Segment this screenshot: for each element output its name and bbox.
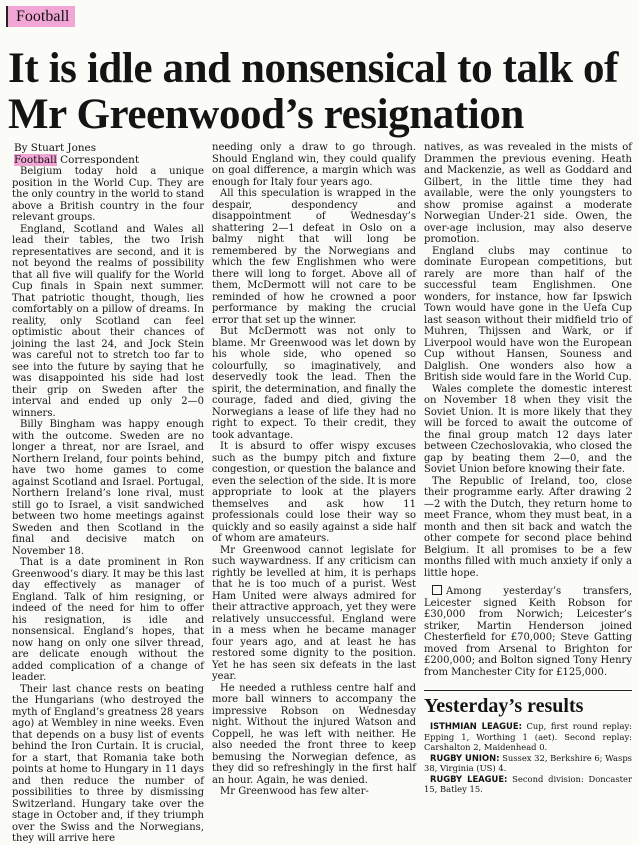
byline-role-rest: Correspondent — [56, 154, 140, 166]
result-item — [424, 774, 632, 795]
paragraph: It is absurd to offer wispy excuses such as the bumpy pitch and fixture congestion, or question the balance and even the selection of the side. It is more appropriate to look at the players themselves and ask how 11 professionals could lose their way so quickly and so easily against a side half of whom are amateurs. — [212, 441, 416, 544]
paragraph: He needed a ruthless centre half and more ball winners to accompany the impressive Robson on Wednesday night. Without the injured Watson and Coppell, he was left with neither. He also needed the front three to keep bemusing the Norwegian defence, as they did so refreshingly in the first half an hour. Again, he was denied. — [212, 682, 416, 786]
column-1 — [12, 166, 204, 845]
section-tag: Football — [6, 6, 75, 27]
paragraph: The Republic of Ireland, too, close their programme early. After drawing 2—2 with the Dutch, they return home to meet France, whom they must beat, in a month and then sit back and watch the other compete for second place behind Belgium. It all promises to be a few months filled with much anxiety if only a little hope. — [424, 475, 632, 579]
paragraph: England, Scotland and Wales all lead their tables, the two Irish representatives are second, and it is not beyond the realms of possibility that all five will qualify for the World Cup finals in Spain next summer. That patriotic thought, though, lies comfortably on a pillow of dreams. In reality, only Scotland can feel optimistic about their chances of joining the last 24, and Jock Stein was careful not to stretch too far to see into the future by saying that he was disappointed his side had lost their grip on Sweden after the interval and ended up only 2—0 winners. — [12, 223, 204, 419]
paragraph: Mr Greenwood has few alter- — [220, 786, 369, 797]
column-3 — [424, 142, 632, 678]
paragraph: England clubs may continue to dominate European competitions, but rarely are more than half of the successful team Englishmen. One wonders, for instance, how far Ipswich Town would have gone in the Uefa Cup last season without their midfield trio of Muhren, Thijssen and Wark, or if Liverpool would have won the European Cup without Hansen, Souness and Dalglish. One wonders also how a British side would fare in the World Cup. — [424, 245, 632, 383]
paragraph: Belgium today hold a unique position in the World Cup. They are the only country in the world to stand above a British country in the four relevant groups. — [12, 166, 204, 223]
result-text: Cup, first round replay: Epping 1, Worthing 1 (aet). Second replay: Carshalton 2, Maidenhead 0. — [424, 721, 633, 752]
byline-role-highlight: Football — [14, 154, 57, 166]
byline — [14, 142, 204, 166]
column-2 — [212, 142, 416, 798]
result-label: RUGBY LEAGUE: — [430, 773, 508, 784]
result-label: ISTHMIAN LEAGUE: — [430, 721, 522, 731]
result-item — [424, 753, 632, 774]
byline-role — [14, 154, 204, 166]
result-item — [424, 721, 632, 753]
result-text: Sussex 32, Berkshire 6; Wasps 38, Virginia (US) 4. — [424, 752, 632, 773]
transfers-paragraph — [424, 585, 632, 678]
paragraph: Wales complete the domestic interest on November 18 when they visit the Soviet Union. It is more likely that they will be forced to await the outcome of the final group match 12 days later between Czechoslovakia, who closed the gap by beating them 2—0, and the Soviet Union before knowing their fate. — [424, 383, 632, 475]
paragraph: natives, as was revealed in the mists of Drammen the previous evening. Heath and Mackenzie, as well as Goddard and Gilbert, in the little time they had available, were the only youngsters to show promise against a moderate Norwegian Under-21 side. Owen, the over-age inclusion, may also deserve promotion. — [424, 142, 632, 245]
paragraph: Mr Greenwood cannot legislate for such waywardness. If any criticism can rightly be levelled at him, it is perhaps that he is too much of a purist. West Ham United were always admired for their attractive approach, yet they were relatively unsuccessful. England were in a mess when he became manager four years ago, and at least he has restored some dignity to the position. Yet he has seen six defeats in the last year. — [212, 544, 416, 682]
paragraph: Billy Bingham was happy enough with the outcome. Sweden are no longer a threat, nor are Israel, and Northern Ireland, four points behind, have two home games to come against Scotland and Israel. Portugal, Northern Ireland’s lone rival, must still go to Israel, a visit sandwiched between two home meetings against Sweden and then Scotland in the final and decisive match on November 18. — [12, 419, 204, 557]
results-box — [424, 690, 632, 795]
paragraph: needing only a draw to go through. Should England win, they could qualify on goal difference, a margin which was enough for Italy four years ago. — [212, 142, 416, 188]
result-text: Second division: Doncaster 15, Batley 15. — [424, 773, 632, 794]
transfers-text: Among yesterday’s transfers, Leicester signed Keith Robson for £30,000 from Norwich; Leicester’s striker, Martin Henderson joined Chesterfield for £70,000; Steve Gatting moved from Arsenal to Brighton for £200,000; and Bolton signed Tony Henry from Manchester City for £125,000. — [424, 586, 632, 678]
headline: It is idle and nonsensical to talk of Mr Greenwood’s resignation — [8, 45, 619, 138]
results-title: Yesterday’s results — [424, 695, 584, 717]
byline-author: By Stuart Jones — [14, 142, 97, 154]
paragraph: All this speculation is wrapped in the despair, despondency and disappointment of Wednesday’s shattering 2—1 defeat in Oslo on a balmy night that will long be remembered by the Norwegians and which the few Englishmen who were there will long to forget. Above all of them, McDermott will not care to be reminded of how he crowned a poor performance by making the crucial error that set up the winner. — [212, 188, 416, 326]
result-label: RUGBY UNION: — [430, 752, 500, 763]
paragraph: But McDermott was not only to blame. Mr Greenwood was let down by his whole side, who opened so colourfully, so imaginatively, and deservedly took the lead. Then the spirit, the determination, and finally the courage, faded and died, giving the Norwegians a lease of life they had no right to expect. To their credit, they took advantage. — [212, 326, 416, 441]
paragraph: That is a date prominent in Ron Greenwood’s diary. It may be this last day effectively as manager of England. Talk of him resigning, or indeed of the need for him to offer his resignation, is idle and nonsensical. England’s hopes, that now hang on only one silver thread, are delicate enough without the added complication of a change of leader. — [12, 557, 204, 683]
paragraph: Their last chance rests on beating the Hungarians (who destroyed the myth of England’s greatness 28 years ago) at Wembley in nine weeks. Even that depends on a busy list of events behind the Iron Curtain. It is crucial, for a start, that Romania take both points at home to Hungary in 11 days and then reduce the number of possibilities to three by dismissing Switzerland. Hungary take over the stage in October and, if they triumph over the Swiss and the Norwegians, they will arrive here — [12, 683, 204, 844]
square-bullet-icon — [432, 585, 442, 595]
